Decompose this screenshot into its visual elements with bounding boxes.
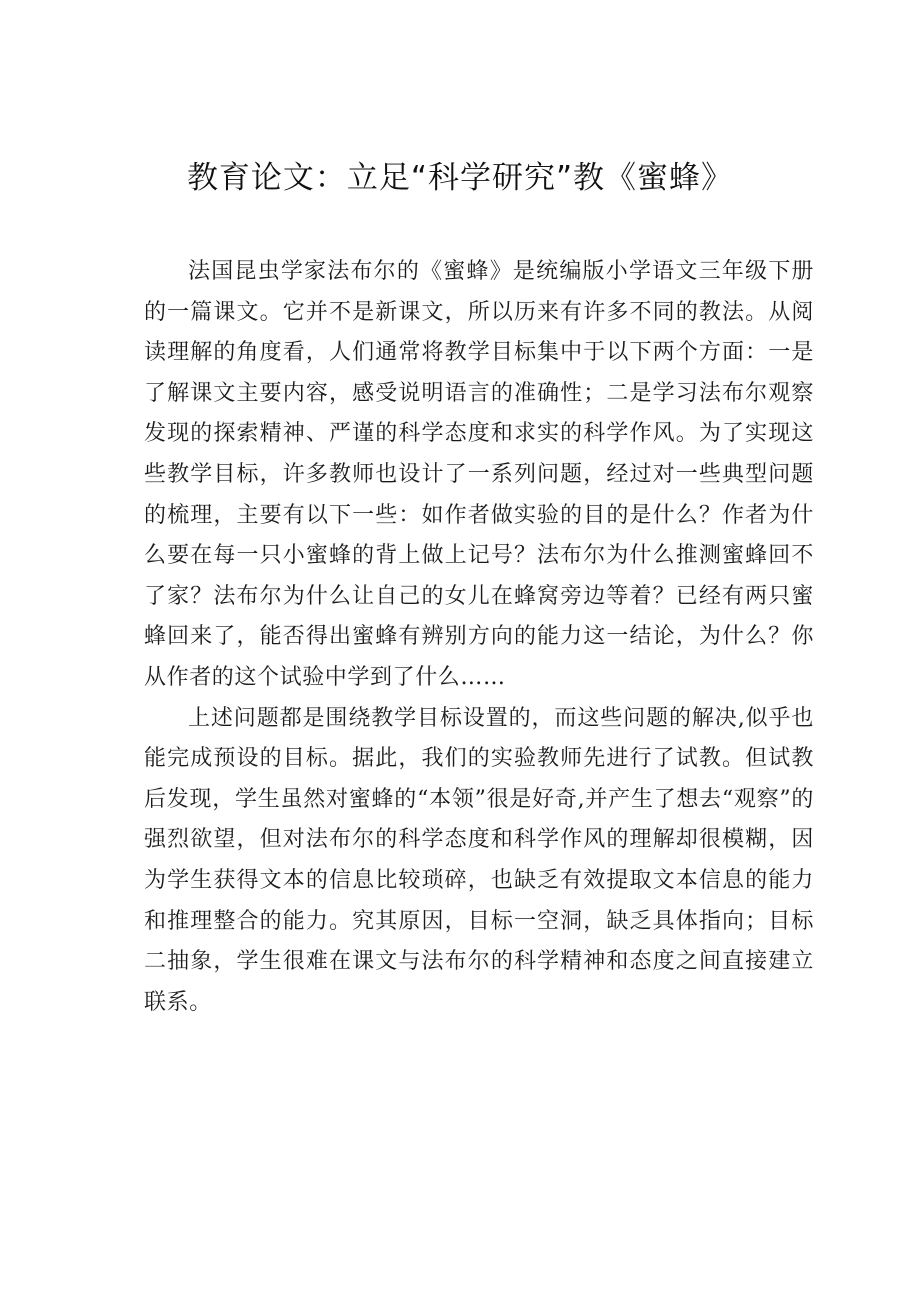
document-body <box>144 252 814 1023</box>
paragraph-2: 上述问题都是围绕教学目标设置的，而这些问题的解决,似乎也能完成预设的目标。据此，我们的实验教师先进行了试教。但试教后发现，学生虽然对蜜蜂的“本领”很是好奇,并产生了想去“观察”的强烈欲望，但对法布尔的科学态度和科学作风的理解却很模糊，因为学生获得文本的信息比较琐碎，也缺乏有效提取文本信息的能力和推理整合的能力。究其原因，目标一空洞，缺乏具体指向；目标二抽象，学生很难在课文与法布尔的科学精神和态度之间直接建立联系。 <box>144 705 814 1015</box>
document-title: 教育论文：立足“科学研究”教《蜜蜂》 <box>186 160 734 196</box>
paragraph-1: 法国昆虫学家法布尔的《蜜蜂》是统编版小学语文三年级下册的一篇课文。它并不是新课文，所以历来有许多不同的教法。从阅读理解的角度看，人们通常将教学目标集中于以下两个方面：一是了解课文主要内容，感受说明语言的准确性；二是学习法布尔观察发现的探索精神、严谨的科学态度和求实的科学作风。为了实现这些教学目标，许多教师也设计了一系列问题，经过对一些典型问题的梳理，主要有以下一些：如作者做实验的目的是什么？作者为什么要在每一只小蜜蜂的背上做上记号？法布尔为什么推测蜜蜂回不了家？法布尔为什么让自己的女儿在蜂窝旁边等着？已经有两只蜜蜂回来了，能否得出蜜蜂有辨别方向的能力这一结论，为什么？你从作者的这个试验中学到了什么…… <box>144 259 814 690</box>
